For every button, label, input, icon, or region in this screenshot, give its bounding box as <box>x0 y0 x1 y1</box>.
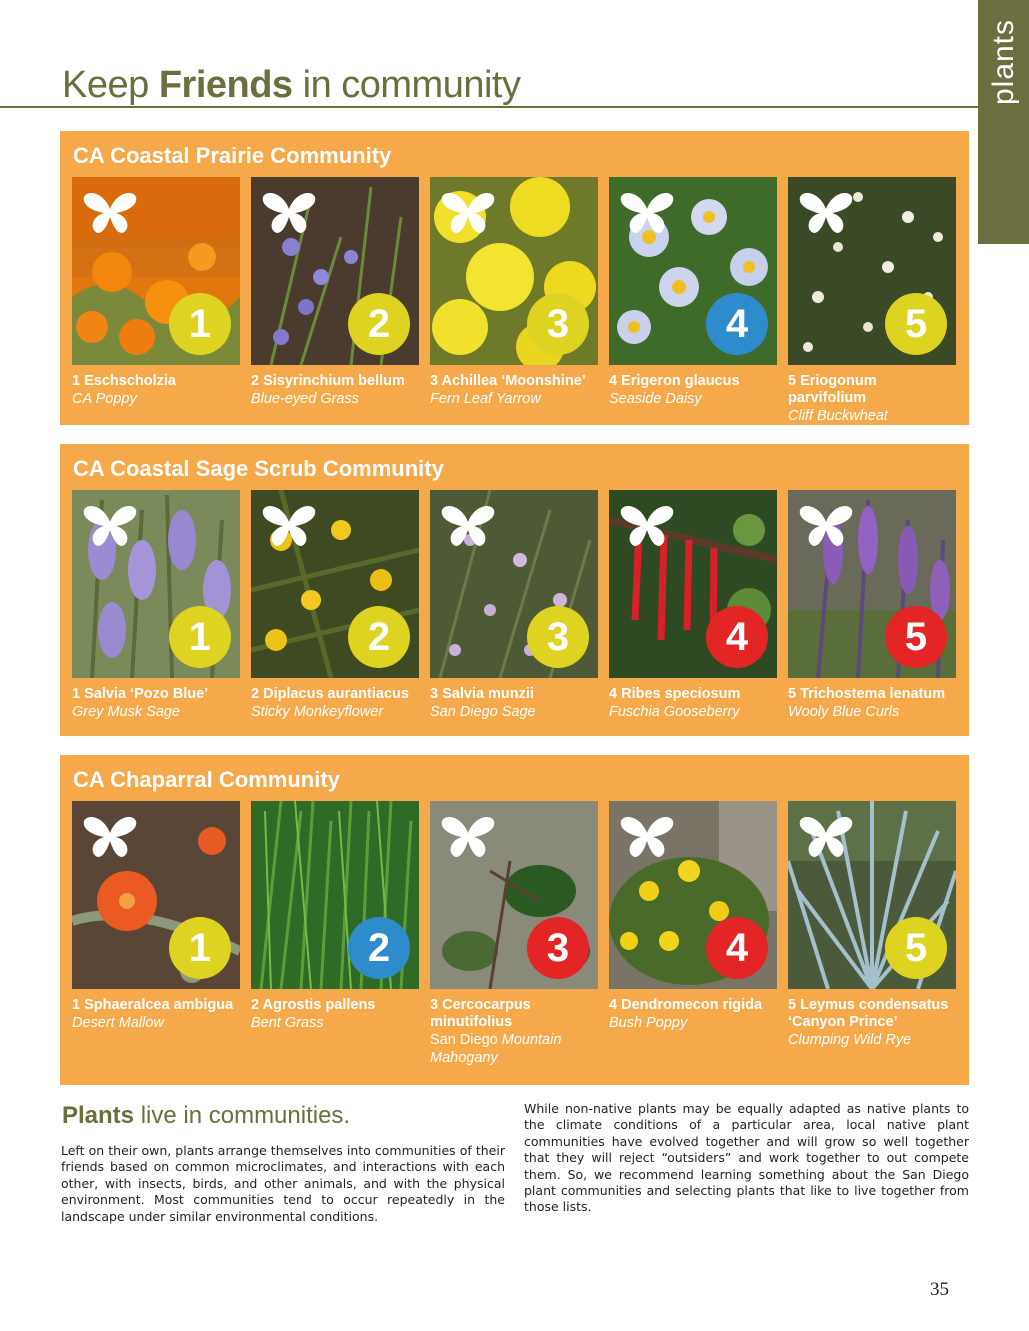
plant-photo <box>251 490 419 678</box>
plant-common-name <box>430 1031 598 1067</box>
plant-scientific-name: 1 Salvia ‘Pozo Blue’ <box>72 686 209 702</box>
butterfly-icon <box>82 502 138 548</box>
plant-number-badge: 4 <box>706 917 768 979</box>
plant-number-badge: 3 <box>527 917 589 979</box>
butterfly-icon <box>619 189 675 235</box>
plant-common-name: Sticky Monkeyflower <box>251 704 384 720</box>
plant-photo <box>609 801 777 989</box>
plant-scientific-name: 4 Erigeron glaucus <box>609 373 740 389</box>
plant-common-name: Clumping Wild Rye <box>788 1032 912 1048</box>
plant-number-badge: 2 <box>348 293 410 355</box>
plant-scientific-name: 2 Agrostis pallens <box>251 997 376 1013</box>
butterfly-icon <box>261 189 317 235</box>
butterfly-icon <box>82 189 138 235</box>
plant-number-badge: 5 <box>885 293 947 355</box>
section-heading <box>62 1102 350 1130</box>
plant-number-badge: 3 <box>527 606 589 668</box>
plant-card <box>430 177 598 408</box>
plant-card <box>72 801 240 1032</box>
title-bold: Friends <box>158 64 293 106</box>
plant-card <box>251 490 419 721</box>
plant-scientific-name: 3 Cercocarpus minutifolius <box>430 997 531 1030</box>
plant-photo <box>72 177 240 365</box>
plant-photo <box>430 801 598 989</box>
plant-scientific-name: 1 Sphaeralcea ambigua <box>72 997 234 1013</box>
paragraph-right: While non-native plants may be equally adapted as native plants to the climate conditions of a particular area, local native plant communities have evolved together and will grow so well together that they will reject “outsiders” and work together to out compete them. So, we recommend learning something about the San Diego plant communities and selecting plants that like to live together from those lists. <box>524 1101 969 1215</box>
plant-photo <box>72 801 240 989</box>
plant-card <box>72 490 240 721</box>
plant-photo <box>788 801 956 989</box>
page-number: 35 <box>930 1279 949 1300</box>
plant-common-name: CA Poppy <box>72 391 137 407</box>
plant-photo <box>609 177 777 365</box>
plant-photo <box>251 177 419 365</box>
plant-scientific-name: 3 Salvia munzii <box>430 686 534 702</box>
plant-number-badge: 2 <box>348 606 410 668</box>
section-tab-label: plants <box>986 18 1020 106</box>
plant-card <box>72 177 240 408</box>
panel-title: CA Coastal Prairie Community <box>73 143 392 168</box>
plant-common-name: Bent Grass <box>251 1015 324 1031</box>
section-heading-rest: live in communities. <box>134 1102 351 1129</box>
plant-number-badge: 1 <box>169 606 231 668</box>
plant-photo <box>72 490 240 678</box>
page-title <box>62 64 520 107</box>
plant-photo <box>788 490 956 678</box>
plant-card <box>609 801 777 1032</box>
butterfly-icon <box>440 189 496 235</box>
butterfly-icon <box>798 502 854 548</box>
plant-common-name: Desert Mallow <box>72 1015 164 1031</box>
title-pre: Keep <box>62 64 159 106</box>
plant-scientific-name: 5 Eriogonum parvifolium <box>788 373 877 406</box>
plant-photo <box>430 490 598 678</box>
plant-scientific-name: 3 Achillea ‘Moonshine’ <box>430 373 586 389</box>
plant-common-name-italic: Mountain Mahogany <box>430 1032 562 1066</box>
panel-title: CA Coastal Sage Scrub Community <box>73 456 444 481</box>
plant-common-name: Bush Poppy <box>609 1015 688 1031</box>
plant-card <box>788 801 956 1049</box>
butterfly-icon <box>440 813 496 859</box>
plant-card <box>430 490 598 721</box>
plant-number-badge: 2 <box>348 917 410 979</box>
title-rule <box>0 106 978 108</box>
plant-number-badge: 4 <box>706 293 768 355</box>
plant-number-badge: 5 <box>885 917 947 979</box>
plant-number-badge: 1 <box>169 293 231 355</box>
plant-common-name: Seaside Daisy <box>609 391 702 407</box>
plant-number-badge: 4 <box>706 606 768 668</box>
plant-scientific-name: 2 Sisyrinchium bellum <box>251 373 405 389</box>
butterfly-icon <box>619 502 675 548</box>
plant-card <box>788 490 956 721</box>
butterfly-icon <box>619 813 675 859</box>
plant-photo <box>251 801 419 989</box>
title-post: in community <box>292 64 521 106</box>
plant-photo <box>609 490 777 678</box>
panel-coastal-prairie <box>60 131 969 425</box>
plant-common-name: Cliff Buckwheat <box>788 408 888 424</box>
panel-title: CA Chaparral Community <box>73 767 340 792</box>
plant-card <box>251 177 419 408</box>
plant-card <box>609 177 777 408</box>
plant-photo <box>788 177 956 365</box>
plant-common-name: Blue-eyed Grass <box>251 391 359 407</box>
plant-number-badge: 3 <box>527 293 589 355</box>
panel-chaparral <box>60 755 969 1085</box>
butterfly-icon <box>261 502 317 548</box>
plant-common-name: Fern Leaf Yarrow <box>430 391 541 407</box>
plant-common-name: Grey Musk Sage <box>72 704 180 720</box>
plant-scientific-name: 1 Eschscholzia <box>72 373 176 389</box>
plant-scientific-name: 4 Dendromecon rigida <box>609 997 763 1013</box>
butterfly-icon <box>798 813 854 859</box>
plant-card <box>788 177 956 425</box>
plant-photo <box>430 177 598 365</box>
plant-scientific-name: 5 Leymus condensatus ‘Canyon Prince’ <box>788 997 949 1030</box>
butterfly-icon <box>798 189 854 235</box>
panel-coastal-sage-scrub <box>60 444 969 736</box>
plant-scientific-name: 4 Ribes speciosum <box>609 686 741 702</box>
butterfly-icon <box>82 813 138 859</box>
plant-number-badge: 5 <box>885 606 947 668</box>
plant-scientific-name: 5 Trichostema lenatum <box>788 686 946 702</box>
section-tab <box>978 0 1029 244</box>
plant-common-name-plain: San Diego <box>430 1032 502 1048</box>
plant-common-name: Fuschia Gooseberry <box>609 704 740 720</box>
plant-card <box>609 490 777 721</box>
section-heading-bold: Plants <box>62 1102 135 1129</box>
plant-card <box>251 801 419 1032</box>
paragraph-left: Left on their own, plants arrange themselves into communities of their friends based on common microclimates, and interactions with each other, with insects, birds, and other animals, and with the physical environment. Most communities tend to occur repeatedly in the landscape under similar environmental conditions. <box>61 1143 505 1224</box>
plant-card <box>430 801 598 1067</box>
plant-scientific-name: 2 Diplacus aurantiacus <box>251 686 409 702</box>
plant-common-name: Wooly Blue Curls <box>788 704 900 720</box>
butterfly-icon <box>440 502 496 548</box>
plant-common-name: San Diego Sage <box>430 704 536 720</box>
plant-number-badge: 1 <box>169 917 231 979</box>
